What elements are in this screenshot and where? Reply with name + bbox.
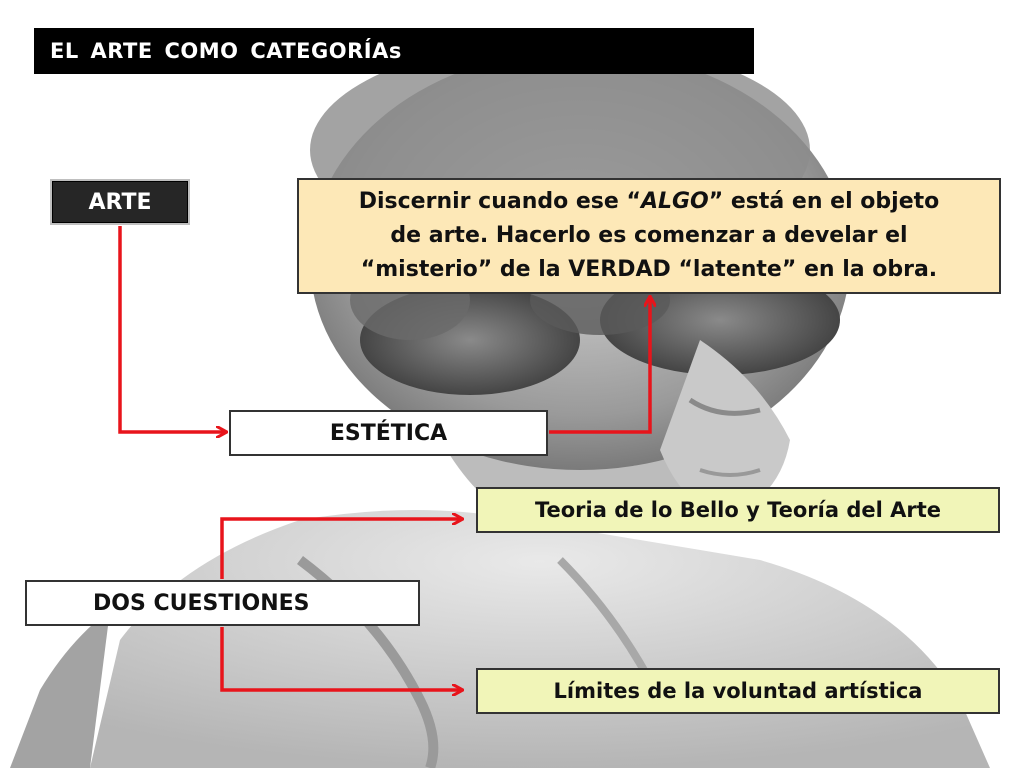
node-estetica-label: ESTÉTICA — [329, 420, 448, 446]
node-limites-label: Límites de la voluntad artística — [553, 679, 923, 703]
node-estetica — [229, 410, 548, 456]
node-discernir-text — [359, 185, 940, 287]
quote-line-2: de arte. Hacerlo es comenzar a develar el — [390, 223, 908, 248]
node-limites — [476, 668, 1000, 714]
quote-line-1-end: ” está en el objeto — [708, 189, 940, 214]
node-arte-label: ARTE — [88, 189, 152, 215]
quote-emphasis-algo: ALGO — [640, 189, 709, 214]
node-teoria-label: Teoria de lo Bello y Teoría del Arte — [534, 498, 942, 522]
node-teoria — [476, 487, 1000, 533]
slide-title: EL ARTE COMO CATEGORÍAs — [34, 28, 754, 74]
quote-line-1-start: Discernir cuando ese “ — [358, 189, 641, 214]
node-arte — [50, 179, 190, 225]
node-dos-cuestiones-label: DOS CUESTIONES — [93, 590, 310, 616]
node-discernir — [297, 178, 1001, 294]
quote-line-1 — [359, 185, 940, 219]
quote-line-3: “misterio” de la VERDAD “latente” en la obra. — [360, 257, 938, 282]
node-dos-cuestiones — [25, 580, 420, 626]
